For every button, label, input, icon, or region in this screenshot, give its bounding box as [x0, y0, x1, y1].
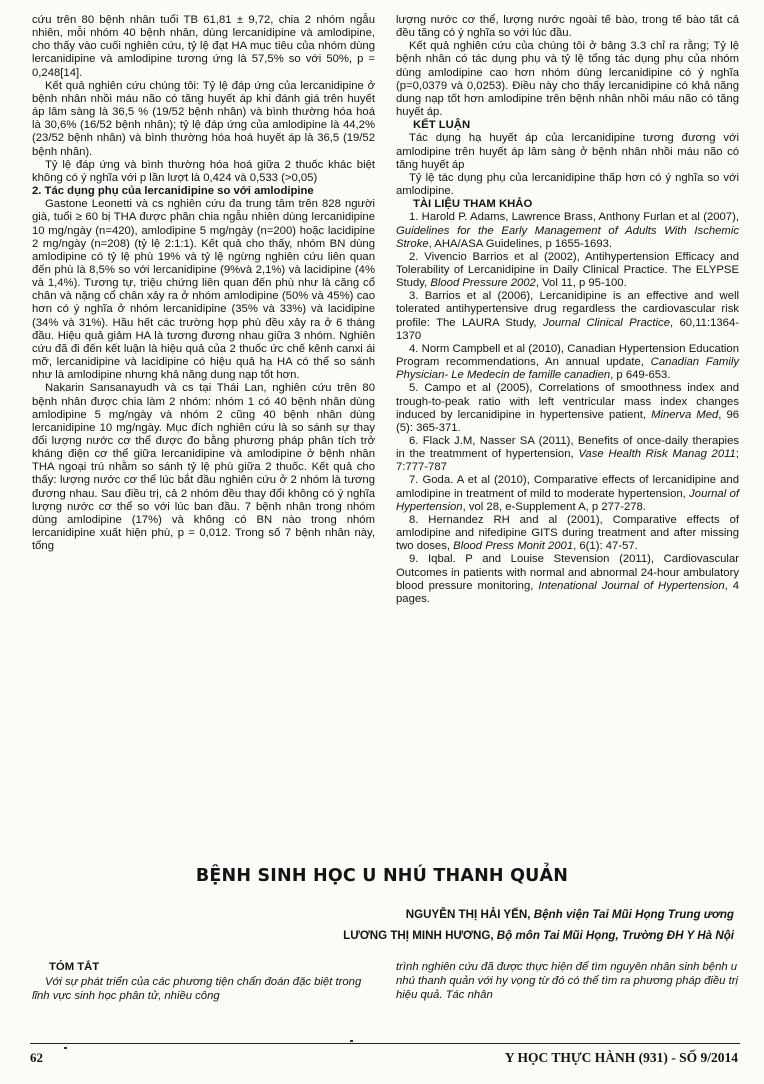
journal-footer: Y HỌC THỰC HÀNH (931) - SỐ 9/2014: [504, 1050, 738, 1065]
reference-text: 4. Norm Campbell et al (2010), Canadian Hypertension Education Program recommendations, An annual update,: [396, 342, 739, 369]
reference-details: , Vol 11, p 95-100.: [535, 277, 627, 290]
references-heading: TÀI LIỆU THAM KHẢO: [413, 198, 533, 211]
reference-details: , p 649-653.: [610, 369, 671, 382]
reference-details: , vol 28, e-Supplement A, p 277-278.: [462, 500, 646, 513]
reference-item: [396, 514, 739, 553]
reference-text: 8. Hernandez RH and al (2001), Comparative effects of amlodipine and nifedipine GITS during treatment and after missing two doses,: [396, 513, 739, 553]
reference-text: 1. Harold P. Adams, Lawrence Brass, Anthony Furlan et al (2007),: [409, 211, 739, 224]
reference-item: [396, 382, 739, 435]
abstract-heading: TÓM TẮT: [49, 961, 100, 973]
print-speck: [350, 1040, 353, 1042]
section-heading: 2. Tác dụng phụ của lercanidipine so với amlodipine: [32, 185, 314, 198]
paragraph: cứu trên 80 bệnh nhân tuổi TB 61,81 ± 9,72, chia 2 nhóm ngẫu nhiên, mỗi nhóm 40 bệnh nhân, dùng lercanidipine và amlodipine, cho thấy vào cuối nghiên cứu, tỷ lệ đạt HA mục tiêu của nhóm dùng lercanidipine và amlodipine tương ứng là 57,5% so với 50%, p = 0,248[14].: [32, 14, 375, 79]
reference-item: [396, 343, 739, 382]
conclusion-heading: KẾT LUẬN: [413, 119, 471, 132]
author-line: [343, 929, 734, 942]
paragraph: Kết quả nghiên cứu chúng tôi: Tỷ lệ đáp ứng của lercanidipine ở bệnh nhân nhồi máu não có tăng huyết áp khi đánh giá trên huyết áp lâm sàng là 36,5 % (19/52 bệnh nhân) và bình thường hóa hoá là 30,6% (16/52 bệnh nhân); tỷ lệ đáp ứng của amlodipine là 44,2% (23/52 bệnh nhân) và bình thường hóa hoá huyết áp là 36,5 (19/52 bệnh nhân).: [32, 79, 375, 158]
author-affiliation: Bệnh viện Tai Mũi Họng Trung ương: [533, 908, 734, 921]
paragraph: Kết quả nghiên cứu của chúng tôi ở bảng 3.3 chỉ ra rằng; Tỷ lệ bệnh nhân có tác dụng phụ và tỷ lệ tổng tác dụng phụ của nhóm dùng amlodipine cao hơn nhóm dùng lercanidipine có ý nghĩa (p=0,0379 và 0,0253). Điều này cho thấy lercanidipine có khả năng dung nạp tốt hơn amlodipine trên bệnh nhân nhồi máu não có tăng huyết áp.: [396, 40, 739, 119]
reference-details: , AHA/ASA Guidelines, p 1655-1693.: [428, 237, 613, 250]
author-name: NGUYỄN THỊ HẢI YẾN,: [405, 908, 531, 921]
author-affiliation: Bộ môn Tai Mũi Họng, Trường ĐH Y Hà Nội: [496, 929, 734, 942]
paragraph: Gastone Leonetti và cs nghiên cứu đa trung tâm trên 828 người già, tuổi ≥ 60 bị THA được phân chia ngẫu nhiên dùng lercanidipine 10 mg/ngày (n=420), amlodipine 5 mg/ngày (n=200) hoặc lacidipine 2 mg/ngày (n=208) (tỷ lệ 2:1:1). Kết quả cho thấy, nhóm BN dùng amlodipine có tỷ lệ phù 19% và tỷ lệ ngừng nghiên cứu liên quan đến phù là 8,5% so với lercanidipine (9%và 2,1%) và lacidipine (4% và 1,4%). Tương tự, triệu chứng liên quan đến phù như là căng cổ chân và nặng cổ chân xảy ra ở nhóm amlodipine (50% và 45%) cao hơn có ý nghĩa ở nhóm lercanidipine (35% và 33%) và lacidipine (34% và 31%). Hầu hết các trường hợp phù đều xảy ra ở 6 tháng đầu. Hiệu quả giảm HA là tương đương nhau giữa 3 nhóm. Nghiên cứu đã đi đến kết luận là hiệu quả của 2 thuốc ức chế kênh canxi ái mỡ, lercanidipine và lacidipine có hiệu quả hạ HA có thể so sánh như là amlodipine nhưng khả năng dung nạp tốt hơn.: [32, 198, 375, 382]
reference-text: 3. Barrios et al (2006), Lercanidipine is an effective and well tolerated antihypertensive drug regardless the cardiovascular risk profile: The LAURA Study,: [396, 290, 739, 329]
reference-source: Guidelines for the Early Management of Adults With Ischemic Stroke: [396, 224, 739, 250]
reference-text: 9. Iqbal. P and Louise Stevension (2011), Cardiovascular Outcomes in patients with normal and abnormal 24-hour ambulatory blood pressure monitoring,: [396, 553, 739, 592]
reference-source: Intenational Journal of Hypertension: [538, 579, 725, 592]
reference-source: Vase Health Risk Manag 2011: [578, 448, 736, 461]
footer-rule: [30, 1043, 740, 1044]
reference-item: [396, 553, 739, 606]
abstract-text: Với sự phát triển của các phương tiện chẩn đoán đặc biệt trong lĩnh vực sinh học phân tử, nhiều công: [32, 975, 362, 1002]
reference-item: [396, 211, 739, 250]
print-speck: [64, 1047, 67, 1049]
reference-source: Journal Clinical Practice: [542, 316, 670, 329]
reference-item: [396, 435, 739, 474]
reference-item: [396, 474, 739, 513]
reference-item: [396, 251, 739, 290]
paragraph: Nakarin Sansanayudh và cs tại Thái Lan, nghiên cứu trên 80 bệnh nhân được chia làm 2 nhóm: nhóm 1 có 40 bệnh nhân dùng amlodipine 5 mg/ngày và nhóm 2 cũng 40 bệnh nhân dùng lercanidipine 10 mg/ngày. Mục đích nghiên cứu là so sánh sự thay đổi lượng nước cơ thể được đo bằng phương pháp phân tích trở kháng điện cơ thể giữa lercanidipine và amlodipine ở bệnh nhân THA ngoại trú nhằm so sánh tỷ lệ phù giữa 2 thuốc. Kết quả cho thấy: lượng nước cơ thể lúc bắt đầu nghiên cứu ở 2 nhóm là tương đương nhau. Sau điều trị, cả 2 nhóm đều thay đổi không có ý nghĩa lượng nước cơ thể so với lúc ban đầu. 7 bệnh nhân trong nhóm dùng amlodipine (17%) và không có BN nào trong nhóm lercanidipine xuất hiện phù, p = 0,012. Trong số 7 bệnh nhân này, tổng: [32, 382, 375, 553]
paragraph: Tác dụng hạ huyết áp của lercanidipine tương đương với amlodipine trên huyết áp lâm sàng ở bệnh nhân nhồi máu não có tăng huyết áp: [396, 132, 739, 171]
paragraph: Tỷ lệ tác dụng phụ của lercanidipine thấp hơn có ý nghĩa so với amlodipine.: [396, 171, 739, 198]
reference-details: , 60,11:1364-1370: [396, 316, 739, 342]
author-line: [406, 908, 734, 921]
article-title: BỆNH SINH HỌC U NHÚ THANH QUẢN: [195, 866, 569, 886]
paragraph: Tỷ lệ đáp ứng và bình thường hóa hoá giữa 2 thuốc khác biệt không có ý nghĩa với p lần lượt là 0,424 và 0,533 (>0,05): [32, 158, 375, 184]
abstract-text: trình nghiên cứu đã được thực hiện để tìm nguyên nhân sinh bệnh u nhú thanh quản với hy vọng từ đó có thể tìm ra phương pháp điều trị hiệu quả. Tác nhân: [396, 961, 738, 1001]
reference-source: Minerva Med: [651, 408, 719, 421]
left-column: [32, 14, 375, 553]
reference-text: 7. Goda. A et al (2010), Comparative effects of lercanidipine and amlodipine in treatment of mild to moderate hypertension,: [396, 474, 739, 500]
reference-text: 2. Vivencio Barrios et al (2002), Antihypertension Efficacy and Tolerability of Lercanidipine in Daily Clinical Practice. The ELYPSE Study,: [396, 250, 739, 290]
abstract-right: [396, 961, 739, 1002]
reference-source: Blood Press Monit 2001: [453, 540, 574, 553]
paragraph: lượng nước cơ thể, lượng nước ngoài tế bào, trong tế bào tất cả đều tăng có ý nghĩa so với lúc đầu.: [396, 14, 739, 40]
reference-source: Canadian Family Physician- Le Medecin de famille canadien: [396, 356, 740, 382]
reference-list: [396, 211, 739, 606]
reference-details: ; 7:777-787: [396, 448, 739, 474]
reference-item: [396, 290, 739, 343]
right-column: [396, 14, 739, 606]
page-number: 62: [30, 1050, 43, 1065]
reference-text: 6. Flack J.M, Nasser SA (2011), Benefits of once-daily therapies in the treatmment of hypertension,: [396, 435, 739, 461]
reference-details: , 96 (5): 365-371.: [396, 408, 740, 434]
reference-details: , 6(1): 47-57.: [573, 540, 638, 553]
reference-details: , 4 pages.: [396, 579, 739, 605]
reference-source: Journal of Hypertension: [396, 487, 739, 513]
reference-text: 5. Campo et al (2005), Correlations of smoothness index and trough-to-peak ratio with left ventricular mass index changes induced by lercanidipine in hypertensive patient,: [396, 382, 739, 421]
reference-source: Blood Pressure 2002: [430, 277, 536, 290]
abstract-left: [32, 961, 362, 1003]
author-name: LƯƠNG THỊ MINH HƯƠNG,: [343, 929, 494, 942]
